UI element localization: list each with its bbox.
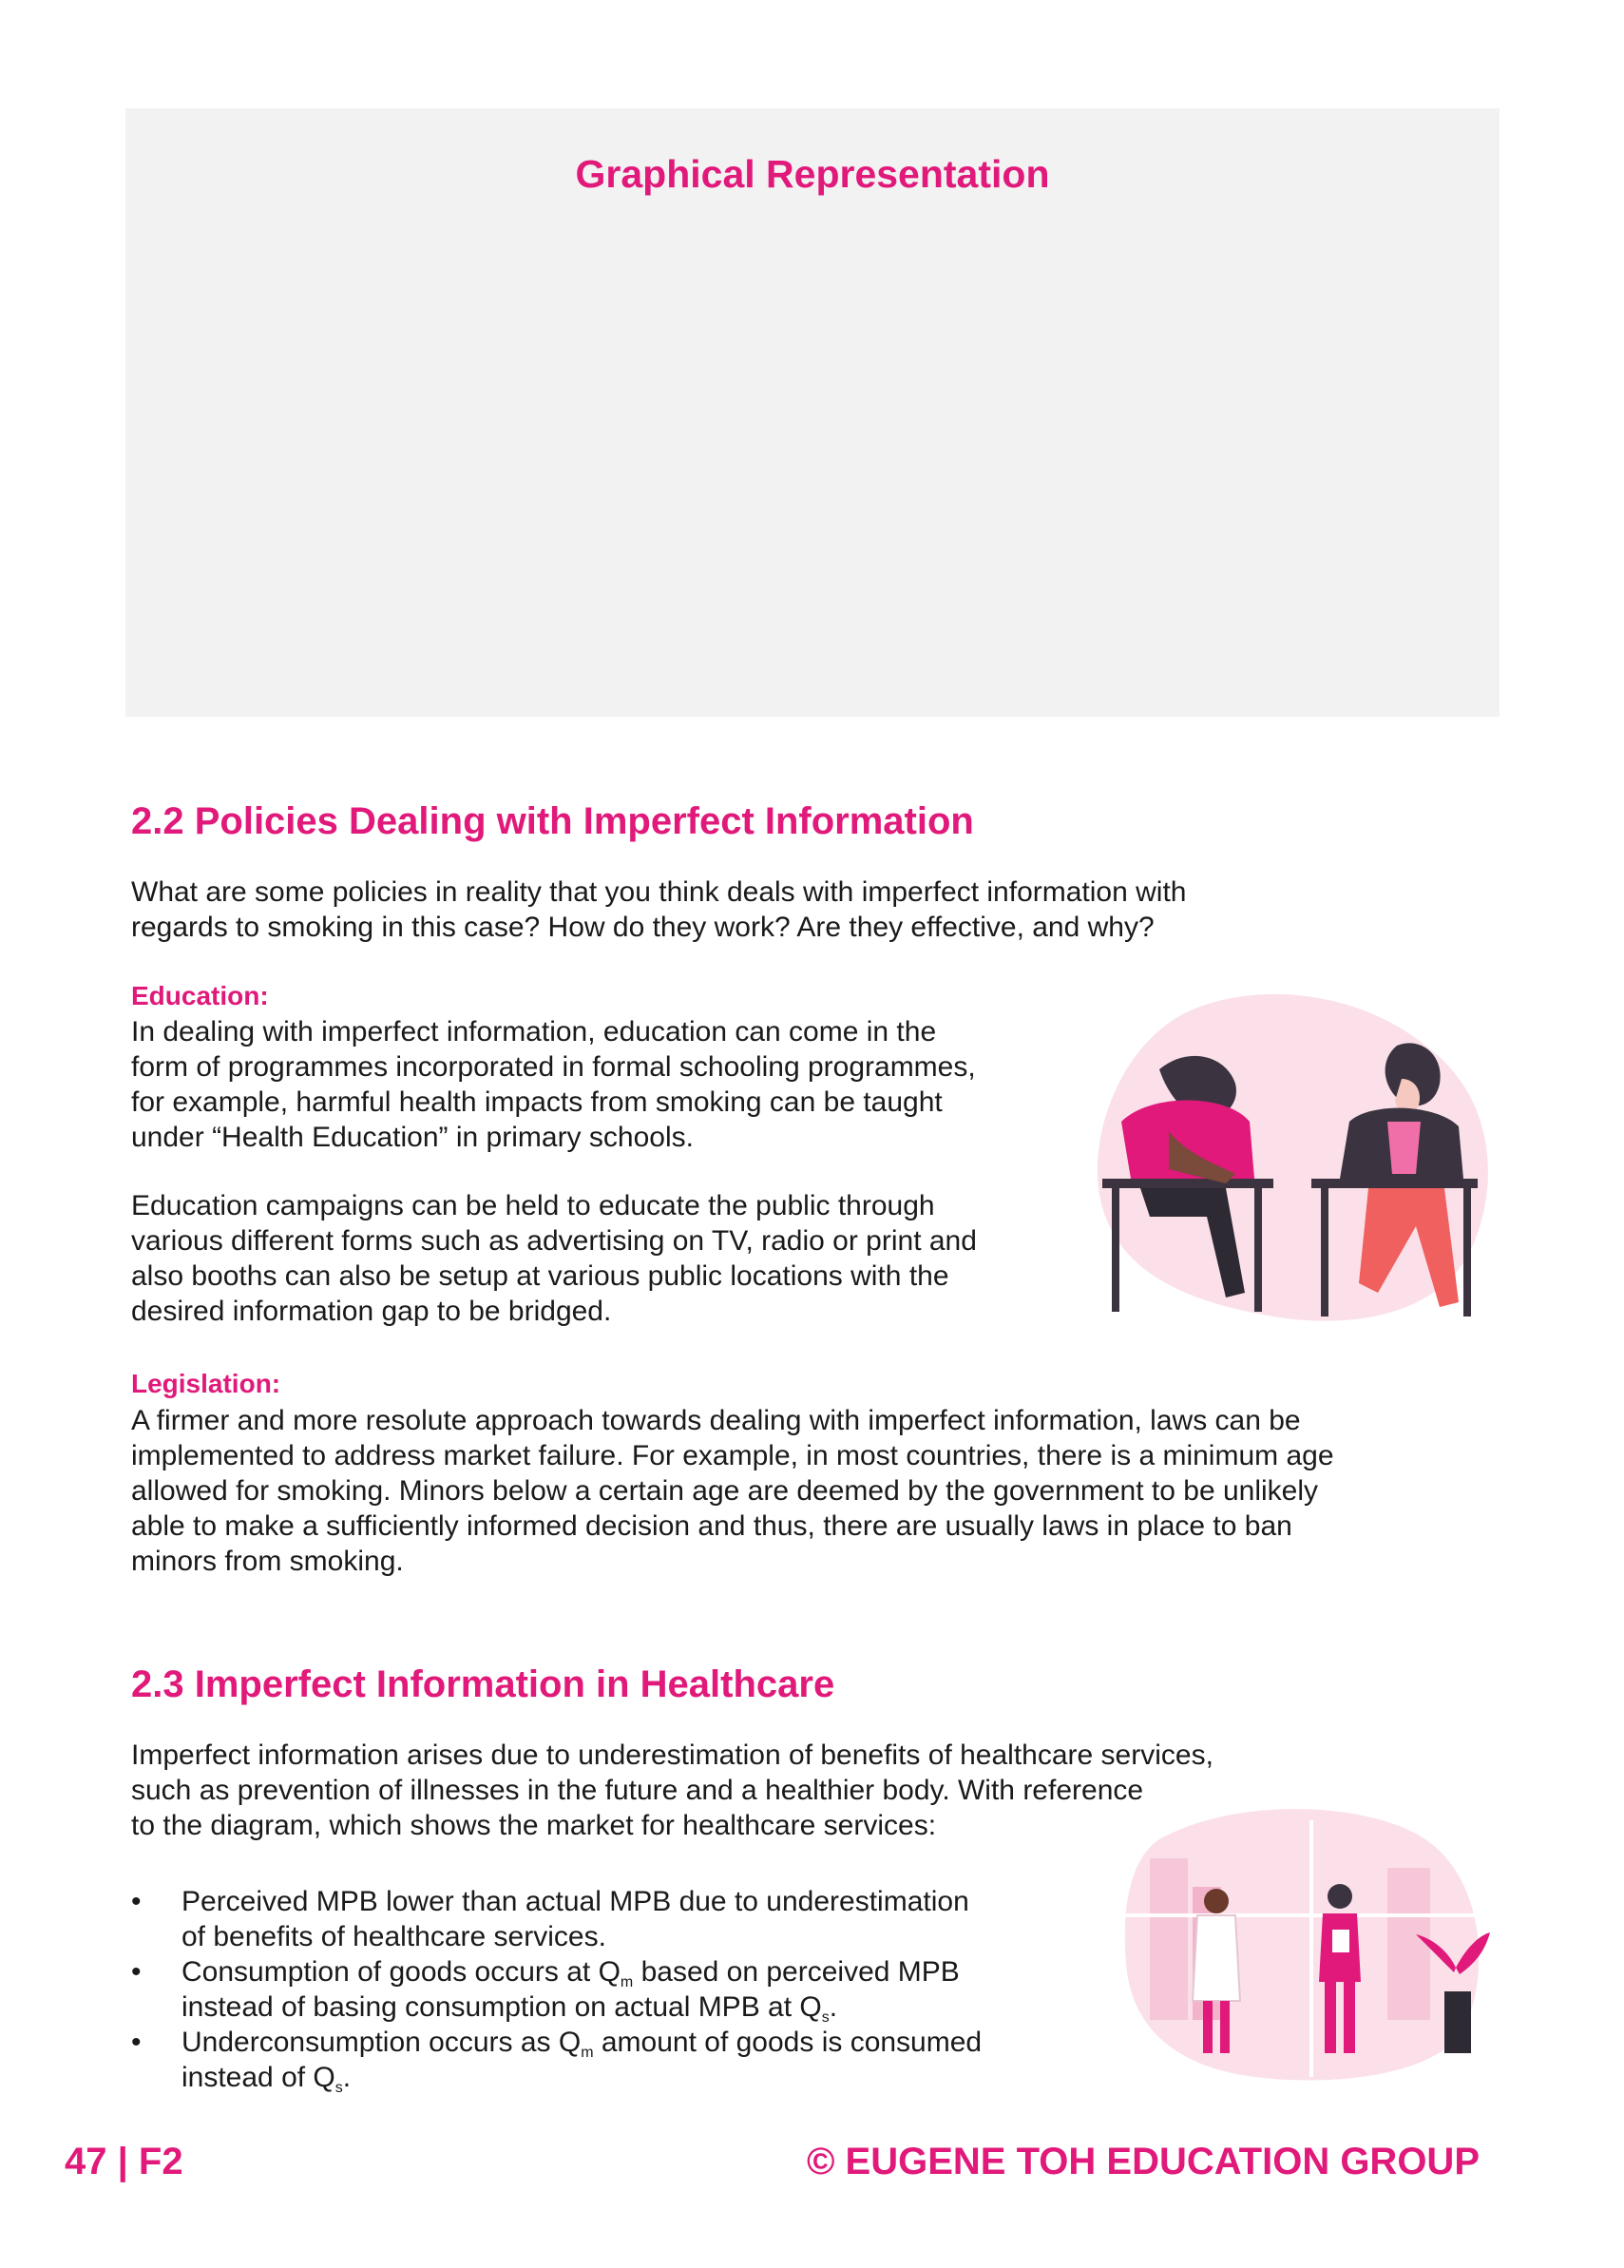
healthcare-workers-illustration [1121, 1801, 1492, 2086]
bullet-text: based on perceived MPB [633, 1956, 960, 1988]
bullet-line [182, 2060, 1062, 2095]
paragraph-line: A firmer and more resolute approach towards dealing with imperfect information, laws can be [131, 1405, 1301, 1436]
list-item [131, 2025, 1062, 2095]
paragraph-line: for example, harmful health impacts from smoking can be taught [131, 1086, 943, 1118]
paragraph-line: minors from smoking. [131, 1546, 404, 1577]
education-paragraph-1 [131, 1014, 1081, 1155]
paragraph-line: under “Health Education” in primary schools. [131, 1122, 694, 1153]
section-2-2-intro [131, 875, 1481, 945]
list-item [131, 1954, 1062, 2025]
bullet-text: Underconsumption occurs as Q [182, 2027, 582, 2058]
bullet-line [182, 1954, 1062, 1989]
subscript: m [581, 2045, 594, 2061]
section-2-3-heading: 2.3 Imperfect Information in Healthcare [131, 1663, 835, 1705]
section-2-2-heading: 2.2 Policies Dealing with Imperfect Information [131, 800, 974, 842]
education-label: Education: [131, 981, 269, 1010]
bullet-line: of benefits of healthcare services. [182, 1921, 606, 1952]
bullet-text: amount of goods is consumed [593, 2027, 983, 2058]
education-paragraph-2 [131, 1188, 1081, 1329]
paragraph-line: desired information gap to be bridged. [131, 1296, 612, 1327]
paragraph-line: implemented to address market failure. For example, in most countries, there is a minimum age [131, 1440, 1334, 1471]
bullet-text: Consumption of goods occurs at Q [182, 1956, 621, 1988]
paragraph-line: In dealing with imperfect information, education can come in the [131, 1016, 937, 1048]
bullet-marker: • [131, 2027, 142, 2058]
legislation-paragraph [131, 1403, 1500, 1579]
intro-line: What are some policies in reality that you think deals with imperfect information with [131, 876, 1187, 908]
bullet-line [182, 1989, 1062, 2025]
bullet-text: . [829, 1991, 838, 2023]
page-number: 47 | F2 [65, 2141, 183, 2182]
bullet-line: Perceived MPB lower than actual MPB due to underestimation [182, 1886, 969, 1917]
paragraph-line: allowed for smoking. Minors below a certain age are deemed by the government to be unlikely [131, 1475, 1319, 1507]
intro-line: Imperfect information arises due to underestimation of benefits of healthcare services, [131, 1739, 1213, 1771]
bullet-text: . [342, 2062, 352, 2093]
copyright-footer: © EUGENE TOH EDUCATION GROUP [806, 2141, 1480, 2182]
graph-placeholder [125, 108, 1500, 717]
bullet-line [182, 2025, 1062, 2060]
paragraph-line: also booths can also be setup at various public locations with the [131, 1260, 949, 1292]
bullet-marker: • [131, 1956, 142, 1988]
paragraph-line: various different forms such as advertising on TV, radio or print and [131, 1225, 977, 1257]
intro-line: regards to smoking in this case? How do they work? Are they effective, and why? [131, 912, 1155, 943]
paragraph-line: able to make a sufficiently informed decision and thus, there are usually laws in place to ban [131, 1510, 1292, 1542]
students-writing-exam-illustration [1083, 989, 1501, 1331]
bullet-text: instead of basing consumption on actual MPB at Q [182, 1991, 822, 2023]
legislation-label: Legislation: [131, 1369, 281, 1398]
graph-title: Graphical Representation [575, 152, 1050, 196]
intro-line: to the diagram, which shows the market for healthcare services: [131, 1810, 937, 1841]
bullet-text: instead of Q [182, 2062, 335, 2093]
bullet-marker: • [131, 1886, 142, 1917]
subscript: s [821, 2009, 830, 2026]
subscript: s [334, 2080, 343, 2096]
paragraph-line: form of programmes incorporated in formal schooling programmes, [131, 1051, 976, 1083]
healthcare-bullet-list [131, 1884, 1062, 2095]
list-item [131, 1884, 1062, 1954]
paragraph-line: Education campaigns can be held to educate the public through [131, 1190, 935, 1221]
subscript: m [620, 1974, 634, 1990]
intro-line: such as prevention of illnesses in the future and a healthier body. With reference [131, 1775, 1144, 1806]
